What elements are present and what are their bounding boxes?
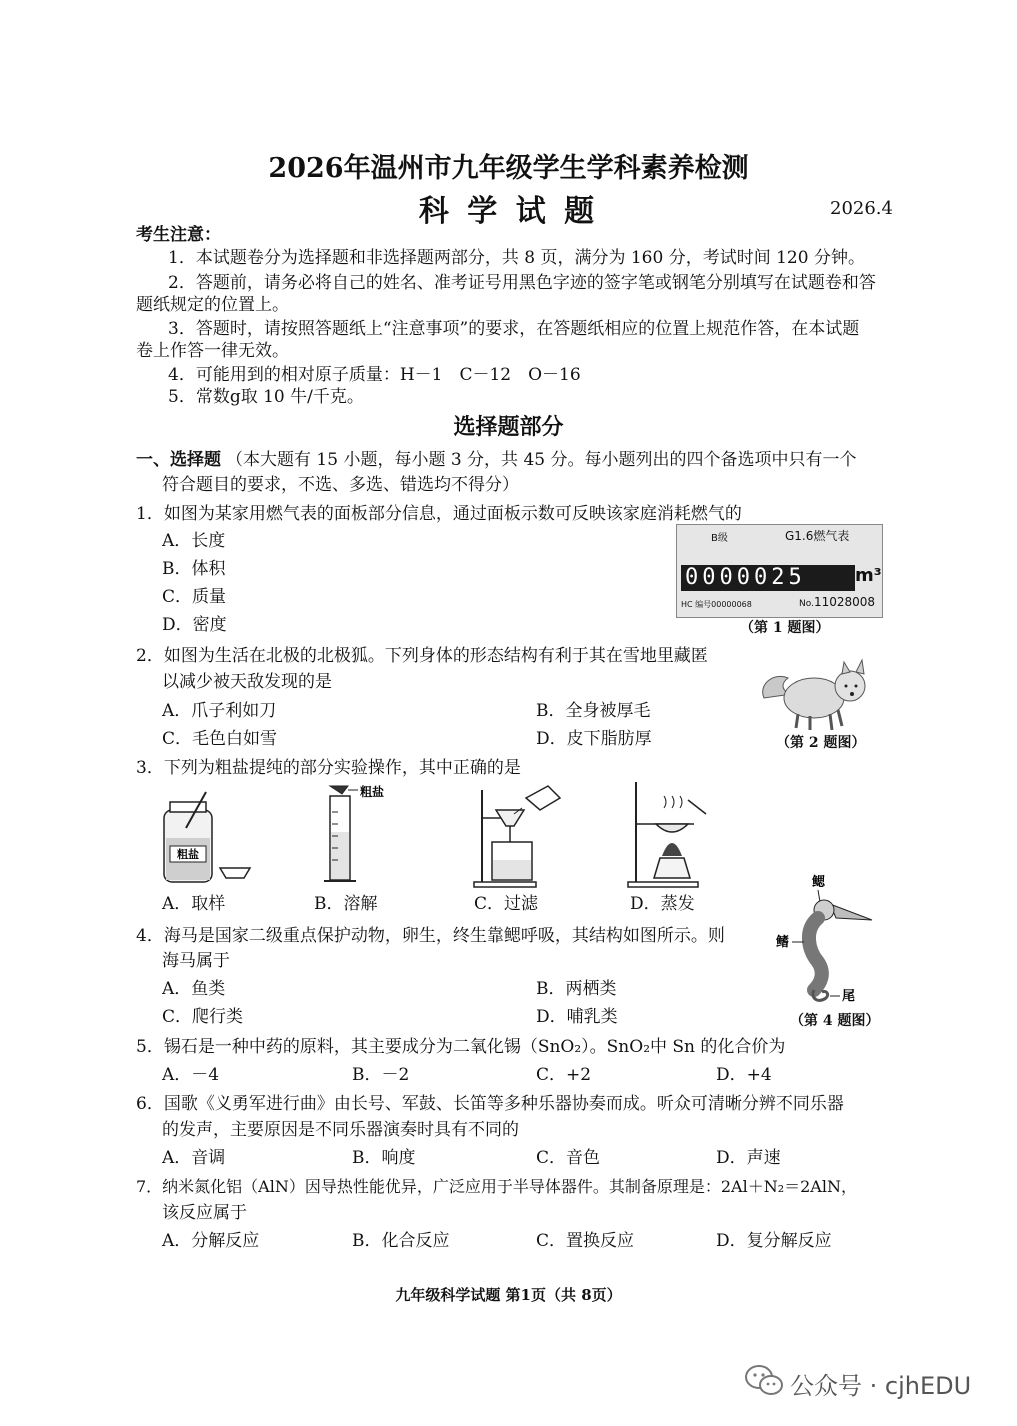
part-desc: （本大题有 15 小题，每小题 3 分，共 45 分。每小题列出的四个备选项中只有一个 bbox=[226, 450, 857, 470]
q4-option-b: B．两栖类 bbox=[536, 979, 617, 999]
page-footer: 九年级科学试题 第1页（共 8页） bbox=[395, 1286, 622, 1304]
jar-sampling-figure bbox=[156, 788, 256, 888]
q5-option-d: D．+4 bbox=[716, 1065, 772, 1085]
q5-stem: 5．锡石是一种中药的原料，其主要成分为二氧化锡（SnO₂）。SnO₂中 Sn 的化合价为 bbox=[136, 1037, 786, 1057]
q5-option-c: C．+2 bbox=[536, 1065, 592, 1085]
seahorse-fin-label: 鳍 bbox=[776, 935, 790, 950]
q1-option-b: B．体积 bbox=[162, 559, 226, 579]
q6-stem: 6．国歌《义勇军进行曲》由长号、军鼓、长笛等多种乐器协奏而成。听众可清晰分辨不同乐器 bbox=[136, 1094, 844, 1114]
cylinder-dissolving-figure bbox=[318, 782, 408, 890]
q3-option-b: B．溶解 bbox=[314, 894, 378, 914]
q3-option-a: A．取样 bbox=[162, 894, 226, 914]
notice-item: 5．常数g取 10 牛/千克。 bbox=[168, 387, 364, 407]
gas-meter-unit: m³ bbox=[855, 565, 882, 586]
q4-stem: 4．海马是国家二级重点保护动物，卵生，终生靠鳃呼吸，其结构如图所示。则 bbox=[136, 926, 725, 946]
q1-option-a: A．长度 bbox=[162, 531, 226, 551]
gas-meter-label: HC 编号00000068 bbox=[681, 600, 752, 609]
q4-option-c: C．爬行类 bbox=[162, 1007, 244, 1027]
q3-option-c: C．过滤 bbox=[474, 894, 539, 914]
notice-item: 题纸规定的位置上。 bbox=[136, 295, 289, 315]
q2-stem: 以减少被天敌发现的是 bbox=[162, 672, 332, 692]
notice-heading: 考生注意： bbox=[136, 225, 221, 245]
q6-option-a: A．音调 bbox=[162, 1148, 226, 1168]
exam-date: 2026.4 bbox=[830, 198, 893, 219]
part-label: 一、选择题 bbox=[136, 450, 221, 470]
gas-meter-level: B级 bbox=[711, 533, 728, 544]
q1-caption: （第 1 题图） bbox=[740, 620, 830, 636]
q3-stem: 3．下列为粗盐提纯的部分实验操作，其中正确的是 bbox=[136, 758, 521, 778]
q7-option-a: A．分解反应 bbox=[162, 1231, 260, 1251]
notice-item: 2．答题前，请务必将自己的姓名、准考证号用黑色字迹的签字笔或钢笔分别填写在试题卷和答 bbox=[168, 273, 876, 293]
q6-option-b: B．响度 bbox=[352, 1148, 416, 1168]
filtration-figure bbox=[470, 780, 570, 890]
jar-label: 粗盐 bbox=[177, 848, 199, 861]
gas-meter-figure bbox=[676, 524, 883, 618]
gas-meter-display bbox=[681, 565, 855, 591]
q2-stem: 2．如图为生活在北极的北极狐。下列身体的形态结构有利于其在雪地里藏匿 bbox=[136, 646, 708, 666]
wechat-icon bbox=[744, 1364, 784, 1398]
q2-option-b: B．全身被厚毛 bbox=[536, 701, 651, 721]
exam-title: 2026年温州市九年级学生学科素养检测 bbox=[268, 153, 749, 184]
q4-stem: 海马属于 bbox=[162, 951, 230, 971]
q5-option-a: A．－4 bbox=[162, 1065, 220, 1085]
q1-option-c: C．质量 bbox=[162, 587, 227, 607]
part-desc: 符合题目的要求，不选、多选、错选均不得分） bbox=[162, 475, 519, 495]
q5-option-b: B．－2 bbox=[352, 1065, 410, 1085]
gas-meter-serial-number: 11028008 bbox=[813, 595, 876, 609]
notice-item: 卷上作答一律无效。 bbox=[136, 341, 289, 361]
section-title: 选择题部分 bbox=[453, 414, 564, 440]
q2-option-c: C．毛色白如雪 bbox=[162, 729, 278, 749]
exam-subject: 科 学 试 题 bbox=[418, 194, 599, 229]
notice-item: 3．答题时，请按照答题纸上“注意事项”的要求，在答题纸相应的位置上规范作答，在本试题 bbox=[168, 319, 860, 339]
q7-stem: 该反应属于 bbox=[162, 1203, 247, 1223]
q2-option-d: D．皮下脂肪厚 bbox=[536, 729, 652, 749]
watermark-text: 公众号 · cjhEDU bbox=[790, 1372, 972, 1400]
q1-stem: 1．如图为某家用燃气表的面板部分信息，通过面板示数可反映该家庭消耗燃气的 bbox=[136, 504, 742, 524]
q7-option-b: B．化合反应 bbox=[352, 1231, 450, 1251]
q7-option-d: D．复分解反应 bbox=[716, 1231, 832, 1251]
q1-option-d: D．密度 bbox=[162, 615, 227, 635]
seahorse-gill-label: 鳃 bbox=[812, 875, 826, 890]
q6-stem: 的发声，主要原因是不同乐器演奏时具有不同的 bbox=[162, 1120, 519, 1140]
q4-option-a: A．鱼类 bbox=[162, 979, 226, 999]
notice-item: 1．本试题卷分为选择题和非选择题两部分，共 8 页，满分为 160 分，考试时间 120 分钟。 bbox=[168, 248, 865, 268]
gas-meter-model: G1.6燃气表 bbox=[785, 529, 850, 543]
notice-item: 4．可能用到的相对原子质量：H－1 C－12 O－16 bbox=[168, 365, 581, 385]
q3-option-d: D．蒸发 bbox=[630, 894, 695, 914]
q2-option-a: A．爪子利如刀 bbox=[162, 701, 277, 721]
gas-meter-serial-prefix: No. bbox=[799, 599, 814, 609]
q2-caption: （第 2 题图） bbox=[776, 735, 866, 751]
q7-stem: 7．纳米氮化铝（AlN）因导热性能优异，广泛应用于半导体器件。其制备原理是：2Al＋N₂＝2AlN， bbox=[136, 1177, 857, 1196]
q4-caption: （第 4 题图） bbox=[790, 1013, 880, 1029]
arctic-fox-figure bbox=[758, 654, 878, 734]
seahorse-tail-label: 尾 bbox=[842, 989, 856, 1004]
q6-option-c: C．音色 bbox=[536, 1148, 601, 1168]
gas-meter-serial bbox=[799, 595, 875, 609]
cylinder-label: 粗盐 bbox=[360, 785, 385, 799]
q4-option-d: D．哺乳类 bbox=[536, 1007, 618, 1027]
q6-option-d: D．声速 bbox=[716, 1148, 781, 1168]
evaporation-figure bbox=[624, 778, 724, 890]
q7-option-c: C．置换反应 bbox=[536, 1231, 635, 1251]
seahorse-figure bbox=[774, 872, 878, 1012]
gas-meter-digits: 0000025 bbox=[685, 565, 806, 590]
